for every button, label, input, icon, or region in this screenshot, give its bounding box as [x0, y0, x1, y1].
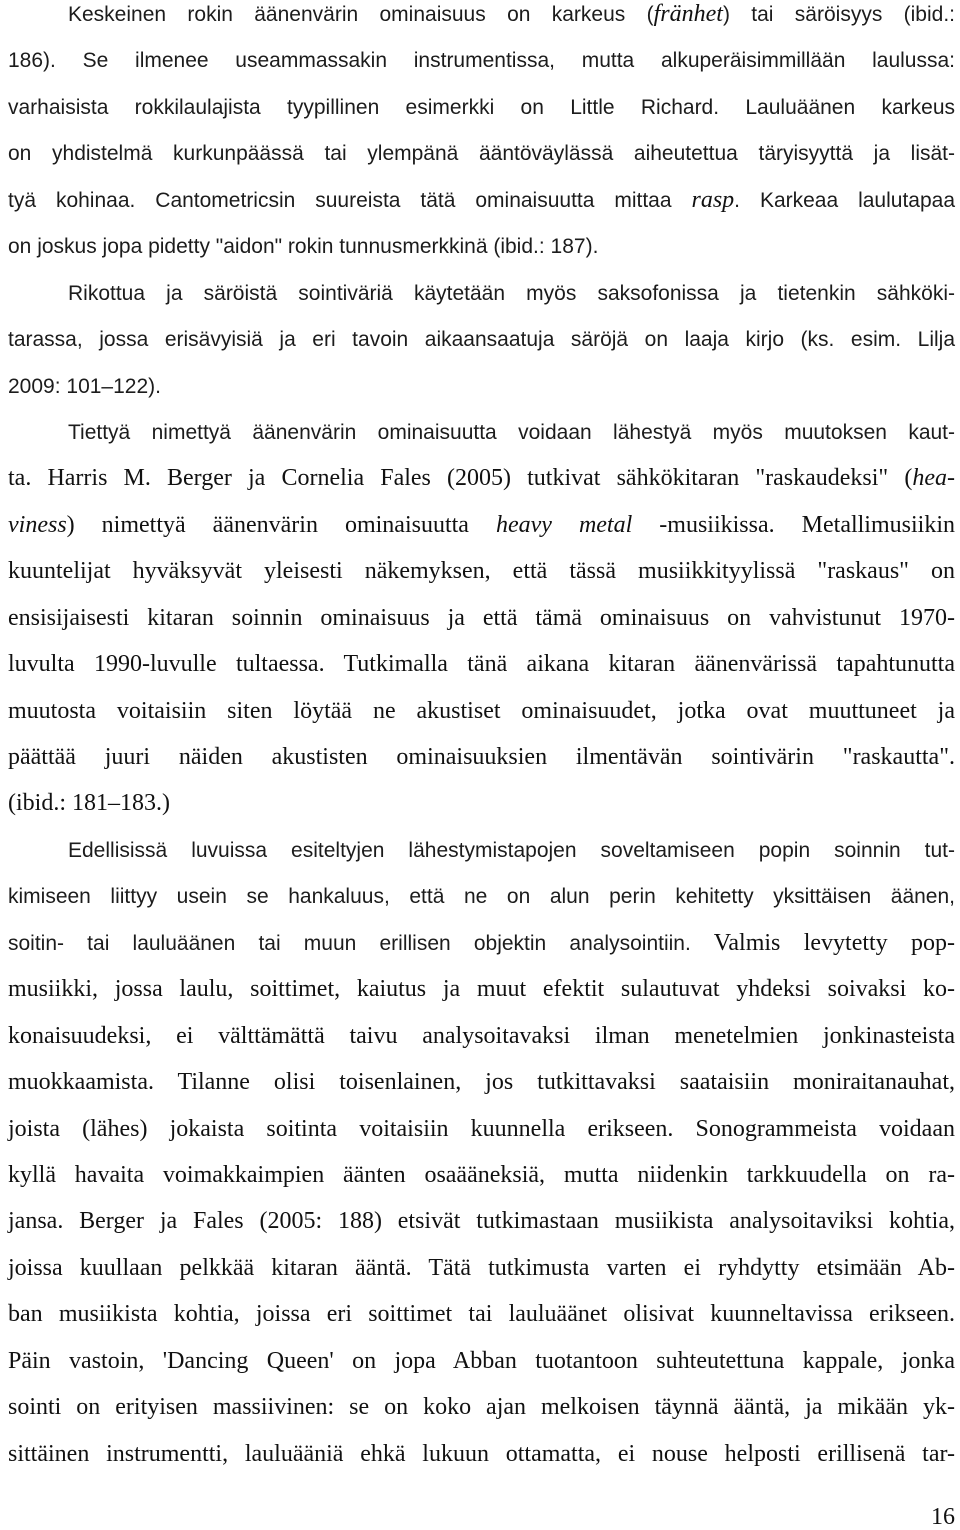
text-line — [8, 372, 955, 418]
text-run: musiikki, jossa laulu, soittimet, kaiutus ja muut efektit sulautuvat yhdeksi soivaksi ko- — [8, 976, 955, 1003]
text-run: ban musiikista kohtia, joissa eri soittimet tai lauluäänet olisivat kuunneltavissa erikseen. — [8, 1301, 955, 1328]
text-run: (ibid.: 181–183.) — [8, 790, 170, 817]
text-run: Keskeinen rokin äänenvärin ominaisuus on karkeus ( — [68, 3, 654, 26]
text-run: sointi on erityisen massiivinen: se on koko ajan melkoisen täynnä ääntä, ja mikään yk- — [8, 1394, 955, 1421]
text-run: joista (lähes) jokaista soitinta voitaisiin kuunnella erikseen. Sonogrammeista voidaan — [8, 1115, 955, 1142]
text-run: on joskus jopa pidetty "aidon" rokin tunnusmerkkinä (ibid.: 187). — [8, 235, 599, 259]
text-line — [8, 464, 955, 510]
text-line — [8, 1300, 955, 1346]
text-line — [8, 789, 955, 835]
text-line — [8, 1161, 955, 1207]
text-run: varhaisista rokkilaulajista tyypillinen esimerkki on Little Richard. Lauluäänen karkeus — [8, 95, 955, 119]
text-run: tarassa, jossa erisävyisiä ja eri tavoin aikaansaatuja säröjä on laaja kirjo (ks. esim. Lilja — [8, 328, 955, 352]
text-line — [8, 0, 955, 46]
text-run: 2009: 101–122). — [8, 374, 161, 398]
text-run: Päin vastoin, 'Dancing Queen' on jopa Abban tuotantoon suhteutettuna kappale, jonka — [8, 1347, 955, 1374]
text-run: ensisijaisesti kitaran soinnin ominaisuus ja että tämä ominaisuus on vahvistunut 1970- — [8, 604, 955, 631]
text-line — [8, 1440, 955, 1486]
text-line — [8, 743, 955, 789]
text-line — [8, 46, 955, 92]
emphasis-text: fränhet — [653, 1, 723, 27]
text-run: ta. Harris M. Berger ja Cornelia Fales (2005) tutkivat sähkökitaran "raskaudeksi" ( — [8, 465, 913, 492]
text-line — [8, 232, 955, 278]
text-line — [8, 882, 955, 928]
paragraph — [8, 0, 955, 279]
text-line — [8, 836, 955, 882]
text-run: jansa. Berger ja Fales (2005: 188) etsivät tutkimastaan musiikista analysoitaviksi kohtia, — [8, 1208, 955, 1235]
text-run: ) tai säröisyys (ibid.: — [722, 3, 956, 26]
page-number: 16 — [931, 1504, 955, 1530]
text-line — [8, 279, 955, 325]
emphasis-text: viness — [8, 511, 67, 538]
emphasis-text: hea- — [912, 465, 955, 492]
text-line — [8, 929, 955, 975]
text-line — [8, 1393, 955, 1439]
text-run: muutosta voitaisiin siten löytää ne akustiset ominaisuudet, jotka ovat muuttuneet ja — [8, 697, 955, 724]
emphasis-text: rasp — [691, 186, 735, 213]
text-line — [8, 557, 955, 603]
text-line — [8, 975, 955, 1021]
paragraph — [8, 279, 955, 418]
text-line — [8, 1115, 955, 1161]
text-line — [8, 1068, 955, 1114]
text-line — [8, 139, 955, 185]
body-text — [8, 0, 955, 1486]
text-line — [8, 697, 955, 743]
text-line — [8, 186, 955, 232]
text-run: sittäinen instrumentti, lauluääniä ehkä lukuun ottamatta, ei nouse helposti erillisenä tar- — [8, 1440, 955, 1467]
text-run: Valmis levytetty pop- — [690, 929, 956, 956]
text-line — [8, 418, 955, 464]
emphasis-text: heavy metal — [495, 511, 633, 538]
paragraph — [8, 418, 955, 836]
text-run: tyä kohinaa. Cantometricsin suureista tätä ominaisuutta mittaa — [8, 188, 692, 212]
text-run: soitin- tai lauluäänen tai muun erillisen objektin analysointiin. — [8, 931, 691, 955]
text-line — [8, 1254, 955, 1300]
text-run: Edellisissä luvuissa esiteltyjen lähestymistapojen soveltamiseen popin soinnin tut- — [68, 838, 955, 862]
text-run: kuuntelijat hyväksyvät yleisesti näkemyksen, että tässä musiikkityylissä "raskaus" on — [8, 558, 955, 585]
text-line — [8, 511, 955, 557]
text-run: ) nimettyä äänenvärin ominaisuutta — [66, 511, 496, 538]
text-line — [8, 93, 955, 139]
text-run: Tiettyä nimettyä äänenvärin ominaisuutta voidaan lähestyä myös muutoksen kaut- — [68, 420, 955, 444]
text-line — [8, 325, 955, 371]
text-run: kimiseen liittyy usein se hankaluus, että ne on alun perin kehitetty yksittäisen äänen, — [8, 885, 955, 909]
paragraph — [8, 836, 955, 1486]
text-run: joissa kuullaan pelkkää kitaran ääntä. Tätä tutkimusta varten ei ryhdytty etsimään Ab- — [8, 1254, 955, 1281]
text-run: muokkaamista. Tilanne olisi toisenlainen, jos tutkittavaksi saataisiin moniraitanauhat, — [8, 1069, 955, 1096]
text-line — [8, 650, 955, 696]
text-run: . Karkeaa laulutapaa — [734, 188, 956, 212]
text-run: Rikottua ja säröistä sointiväriä käytetään myös saksofonissa ja tietenkin sähköki- — [68, 281, 955, 305]
text-run: kyllä havaita voimakkaimpien äänten osaääneksiä, mutta niidenkin tarkkuudella on ra- — [8, 1161, 955, 1188]
text-run: päättää juuri näiden akustisten ominaisuuksien ilmentävän sointivärin "raskautta". — [8, 744, 955, 770]
text-line — [8, 604, 955, 650]
text-line — [8, 1207, 955, 1253]
text-run: konaisuudeksi, ei välttämättä taivu analysoitavaksi ilman menetelmien jonkinasteista — [8, 1022, 955, 1049]
text-run: luvulta 1990-luvulle tultaessa. Tutkimalla tänä aikana kitaran äänenvärissä tapahtunutta — [8, 651, 955, 678]
text-line — [8, 1022, 955, 1068]
text-run: on yhdistelmä kurkunpäässä tai ylempänä ääntöväylässä aiheutettua täryisyyttä ja lisät- — [8, 142, 955, 166]
text-run: 186). Se ilmenee useammassakin instrumentissa, mutta alkuperäisimmillään laulussa: — [8, 49, 955, 73]
text-line — [8, 1347, 955, 1393]
text-run: -musiikissa. Metallimusiikin — [632, 511, 955, 538]
